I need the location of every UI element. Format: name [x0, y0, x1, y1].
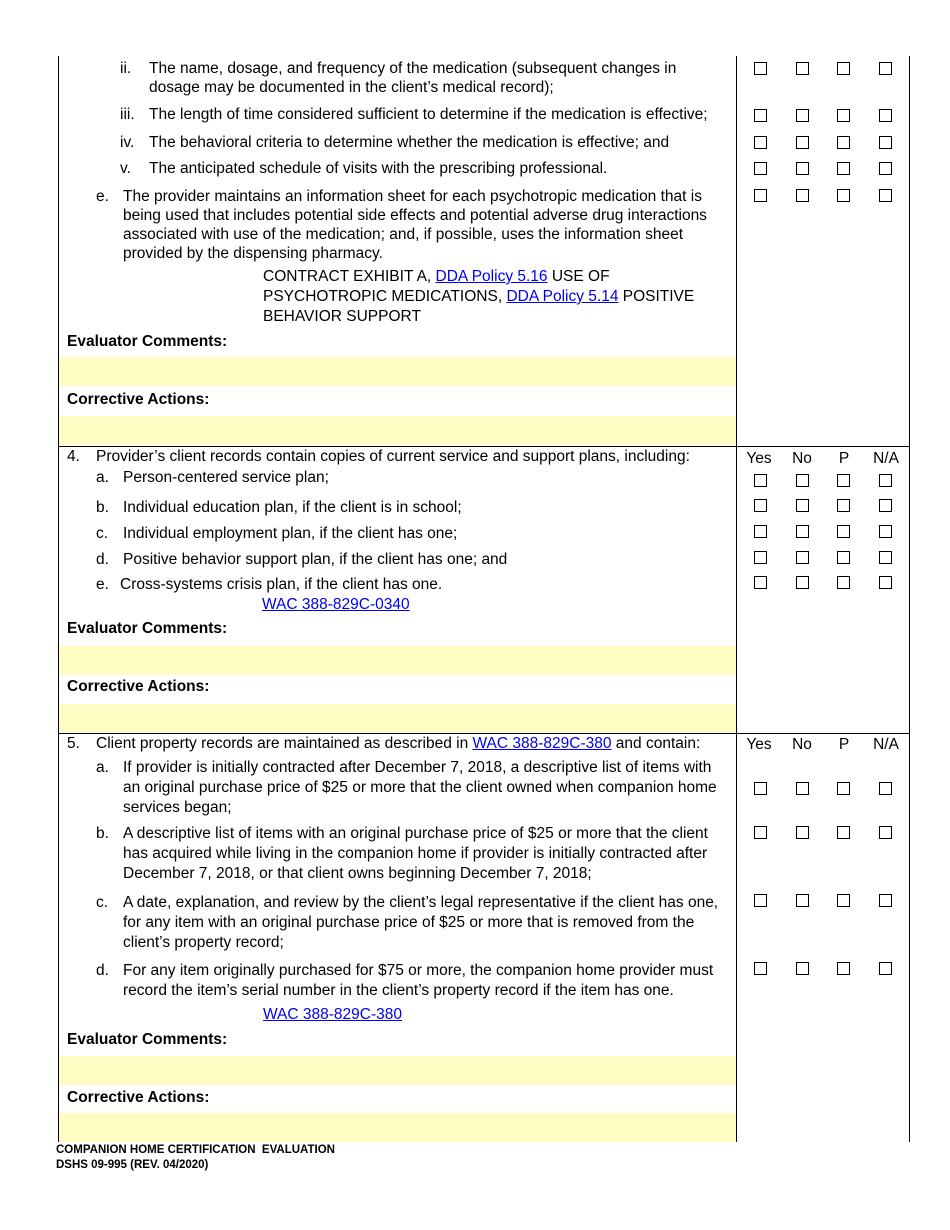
partial-checkbox[interactable]	[837, 576, 850, 589]
wac-388-829c-380-link[interactable]: WAC 388-829C-380	[263, 1006, 402, 1023]
na-checkbox[interactable]	[879, 499, 892, 512]
na-checkbox[interactable]	[879, 136, 892, 149]
item-text: Cross-systems crisis plan, if the client has one.	[120, 576, 443, 593]
item-number: iv.	[120, 134, 135, 151]
no-checkbox[interactable]	[796, 109, 809, 122]
na-checkbox[interactable]	[879, 62, 892, 75]
wac-388-829c-0340-link[interactable]: WAC 388-829C-0340	[262, 596, 410, 613]
right-border	[909, 56, 910, 1142]
corrective-actions-label: Corrective Actions:	[67, 391, 210, 408]
yes-checkbox[interactable]	[754, 826, 767, 839]
item-text: If provider is initially contracted after December 7, 2018, a descriptive list of items with an original purchase price of $25 or more that the client owned when companion home services began;	[123, 759, 717, 816]
section-title: Provider’s client records contain copies of current service and support plans, including:	[96, 448, 690, 465]
no-checkbox[interactable]	[796, 474, 809, 487]
partial-checkbox[interactable]	[837, 782, 850, 795]
na-column-header: N/A	[873, 736, 899, 753]
item-text: The name, dosage, and frequency of the medication (subsequent changes in dosage may be documented in the client’s medical record);	[149, 60, 677, 96]
section5-corrective-actions-field[interactable]	[59, 1113, 736, 1142]
partial-checkbox[interactable]	[837, 894, 850, 907]
item-number: iii.	[120, 106, 135, 123]
wac-388-829c-380-title-link[interactable]: WAC 388-829C-380	[472, 735, 612, 752]
yes-checkbox[interactable]	[754, 62, 767, 75]
reference-text: USE OF PSYCHOTROPIC MEDICATIONS,	[263, 268, 610, 305]
na-checkbox[interactable]	[879, 826, 892, 839]
na-column-header: N/A	[873, 450, 899, 467]
item-text: Individual education plan, if the client is in school;	[123, 499, 462, 516]
item-text: The provider maintains an information sheet for each psychotropic medication that is being used that includes potential side effects and potential adverse drug interactions associated with use of the medication; and, if possible, uses the information sheet provided by the dispensing pharmacy.	[123, 188, 707, 262]
footer-form-title: COMPANION HOME CERTIFICATION EVALUATION	[56, 1144, 335, 1156]
mid-border	[736, 56, 737, 1142]
partial-checkbox[interactable]	[837, 62, 850, 75]
no-checkbox[interactable]	[796, 826, 809, 839]
item-text: A descriptive list of items with an original purchase price of $25 or more that the client has acquired while living in the companion home if provider is initially contracted after December 7, 2018, or that client owns beginning December 7, 2018;	[123, 825, 708, 882]
no-checkbox[interactable]	[796, 525, 809, 538]
na-checkbox[interactable]	[879, 162, 892, 175]
section-title	[96, 734, 700, 753]
item-text: Individual employment plan, if the client has one;	[123, 525, 458, 542]
section4-evaluator-comments-field[interactable]	[59, 646, 736, 675]
item-number: b.	[96, 825, 109, 842]
partial-checkbox[interactable]	[837, 474, 850, 487]
partial-checkbox[interactable]	[837, 826, 850, 839]
item-number: v.	[120, 160, 131, 177]
na-checkbox[interactable]	[879, 782, 892, 795]
na-checkbox[interactable]	[879, 525, 892, 538]
no-checkbox[interactable]	[796, 576, 809, 589]
yes-column-header: Yes	[746, 450, 772, 467]
dda-policy-5-14-link[interactable]: DDA Policy 5.14	[506, 288, 619, 305]
section3-evaluator-comments-field[interactable]	[59, 357, 736, 386]
partial-checkbox[interactable]	[837, 525, 850, 538]
yes-checkbox[interactable]	[754, 474, 767, 487]
corrective-actions-label: Corrective Actions:	[67, 678, 210, 695]
yes-checkbox[interactable]	[754, 576, 767, 589]
no-checkbox[interactable]	[796, 62, 809, 75]
item-text: A date, explanation, and review by the client’s legal representative if the client has one, for any item with an original purchase price of $25 or more that is removed from the client’s property record;	[123, 894, 719, 951]
item-number: d.	[96, 962, 109, 979]
na-checkbox[interactable]	[879, 109, 892, 122]
na-checkbox[interactable]	[879, 894, 892, 907]
item-number: c.	[96, 894, 109, 911]
yes-checkbox[interactable]	[754, 551, 767, 564]
item-text: Person-centered service plan;	[123, 469, 329, 486]
no-checkbox[interactable]	[796, 499, 809, 512]
evaluator-comments-label: Evaluator Comments:	[67, 620, 228, 637]
dda-policy-5-16-link[interactable]: DDA Policy 5.16	[435, 268, 548, 285]
item-text: The anticipated schedule of visits with the prescribing professional.	[149, 160, 608, 177]
section5-evaluator-comments-field[interactable]	[59, 1056, 736, 1085]
partial-checkbox[interactable]	[837, 499, 850, 512]
yes-checkbox[interactable]	[754, 162, 767, 175]
corrective-actions-label: Corrective Actions:	[67, 1089, 210, 1106]
no-checkbox[interactable]	[796, 894, 809, 907]
partial-checkbox[interactable]	[837, 136, 850, 149]
item-number: b.	[96, 499, 109, 516]
yes-checkbox[interactable]	[754, 894, 767, 907]
yes-checkbox[interactable]	[754, 499, 767, 512]
partial-column-header: P	[838, 736, 850, 753]
yes-checkbox[interactable]	[754, 782, 767, 795]
item-number: e.	[96, 188, 109, 205]
item-text: Positive behavior support plan, if the client has one; and	[123, 551, 508, 568]
no-checkbox[interactable]	[796, 162, 809, 175]
yes-checkbox[interactable]	[754, 189, 767, 202]
section4-corrective-actions-field[interactable]	[59, 704, 736, 732]
evaluator-comments-label: Evaluator Comments:	[67, 1031, 228, 1048]
section-number: 4.	[67, 448, 80, 465]
no-checkbox[interactable]	[796, 551, 809, 564]
na-checkbox[interactable]	[879, 576, 892, 589]
yes-checkbox[interactable]	[754, 136, 767, 149]
item-number: c.	[96, 525, 109, 542]
left-border	[58, 56, 59, 1142]
item-number: e.	[96, 576, 109, 593]
item-number: d.	[96, 551, 109, 568]
reference-text: POSITIVE BEHAVIOR SUPPORT	[263, 288, 695, 325]
yes-column-header: Yes	[746, 736, 772, 753]
section3-corrective-actions-field[interactable]	[59, 416, 736, 445]
section-number: 5.	[67, 735, 80, 752]
yes-checkbox[interactable]	[754, 525, 767, 538]
no-checkbox[interactable]	[796, 962, 809, 975]
footer-form-number: DSHS 09-995 (REV. 04/2020)	[56, 1159, 209, 1171]
no-checkbox[interactable]	[796, 189, 809, 202]
partial-checkbox[interactable]	[837, 551, 850, 564]
partial-checkbox[interactable]	[837, 962, 850, 975]
title-text: Client property records are maintained as described in	[96, 735, 473, 752]
yes-checkbox[interactable]	[754, 109, 767, 122]
item-text: The behavioral criteria to determine whether the medication is effective; and	[149, 134, 670, 151]
item-number: ii.	[120, 60, 132, 77]
partial-checkbox[interactable]	[837, 109, 850, 122]
item-number: a.	[96, 469, 109, 486]
title-text: and contain:	[611, 735, 701, 752]
reference-text: CONTRACT EXHIBIT A,	[263, 268, 436, 285]
partial-column-header: P	[838, 450, 850, 467]
item-text: For any item originally purchased for $75 or more, the companion home provider must record the item’s serial number in the client’s property record if the item has one.	[123, 962, 714, 999]
partial-checkbox[interactable]	[837, 189, 850, 202]
na-checkbox[interactable]	[879, 551, 892, 564]
na-checkbox[interactable]	[879, 962, 892, 975]
no-column-header: No	[792, 736, 812, 753]
partial-checkbox[interactable]	[837, 162, 850, 175]
no-checkbox[interactable]	[796, 782, 809, 795]
item-text: The length of time considered sufficient to determine if the medication is effective;	[149, 106, 708, 123]
evaluator-comments-label: Evaluator Comments:	[67, 333, 228, 350]
no-checkbox[interactable]	[796, 136, 809, 149]
na-checkbox[interactable]	[879, 189, 892, 202]
policy-reference	[263, 267, 723, 327]
yes-checkbox[interactable]	[754, 962, 767, 975]
na-checkbox[interactable]	[879, 474, 892, 487]
no-column-header: No	[792, 450, 812, 467]
item-number: a.	[96, 759, 109, 776]
